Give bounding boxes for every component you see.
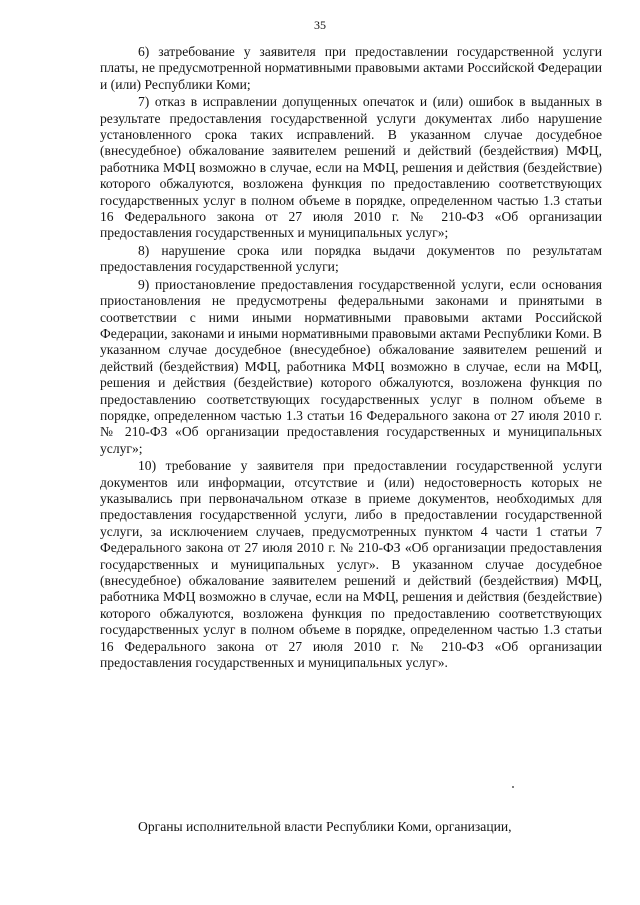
document-body [100,44,602,671]
scan-speck [512,786,514,788]
closing-section [100,819,602,835]
page-number: 35 [314,18,326,32]
paragraph-item-9: 9) приостановление предоставления государственной услуги, если основания приостановления не предусмотрены федеральными законами и принятыми в соответствии с ними иными нормативными правовыми актами Российской Федерации, законами и иными нормативными правовыми актами Республики Коми. В указанном случае досудебное (внесудебное) обжалование заявителем решений и действий (бездействия) МФЦ, работника МФЦ возможно в случае, если на МФЦ, решения и действия (бездействие) которого обжалуются, возложена функция по предоставлению соответствующих государственных услуг в полном объеме в порядке, определенном частью 1.3 статьи 16 Федерального закона от 27 июля 2010 г. № 210-ФЗ «Об организации предоставления государственных и муниципальных услуг»; [100,276,602,456]
closing-paragraph: Органы исполнительной власти Республики Коми, организации, [138,819,512,834]
paragraph-item-10: 10) требование у заявителя при предоставлении государственной услуги документов или информации, отсутствие и (или) недостоверность которых не указывались при первоначальном отказе в приеме документов, необходимых для предоставления государственной услуги, либо в предоставлении государственной услуги, за исключением случаев, предусмотренных пунктом 4 части 1 статьи 7 Федерального закона от 27 июля 2010 г. № 210-ФЗ «Об организации предоставления государственных и муниципальных услуг». В указанном случае досудебное (внесудебное) обжалование заявителем решений и действий (бездействия) МФЦ, работника МФЦ возможно в случае, если на МФЦ, решения и действия (бездействие) которого обжалуются, возложена функция по предоставлению соответствующих государственных услуг в полном объеме в порядке, определенном частью 1.3 статьи 16 Федерального закона от 27 июля 2010 г. № 210-ФЗ «Об организации предоставления государственных и муниципальных услуг». [100,458,602,671]
paragraph-item-8: 8) нарушение срока или порядка выдачи документов по результатам предоставления государственной услуги; [100,242,602,275]
paragraph-item-6: 6) затребование у заявителя при предоставлении государственной услуги платы, не предусмотренной нормативными правовыми актами Российской Федерации и (или) Республики Коми; [100,44,602,92]
paragraph-item-7: 7) отказ в исправлении допущенных опечаток и (или) ошибок в выданных в результате предоставления государственной услуги документах либо нарушение установленного срока таких исправлений. В указанном случае досудебное (внесудебное) обжалование заявителем решений и действий (бездействия) МФЦ, работника МФЦ возможно в случае, если на МФЦ, решения и действия (бездействие) которого обжалуются, возложена функция по предоставлению соответствующих государственных услуг в полном объеме в порядке, определенном частью 1.3 статьи 16 Федерального закона от 27 июля 2010 г. № 210-ФЗ «Об организации предоставления государственных и муниципальных услуг»; [100,94,602,241]
